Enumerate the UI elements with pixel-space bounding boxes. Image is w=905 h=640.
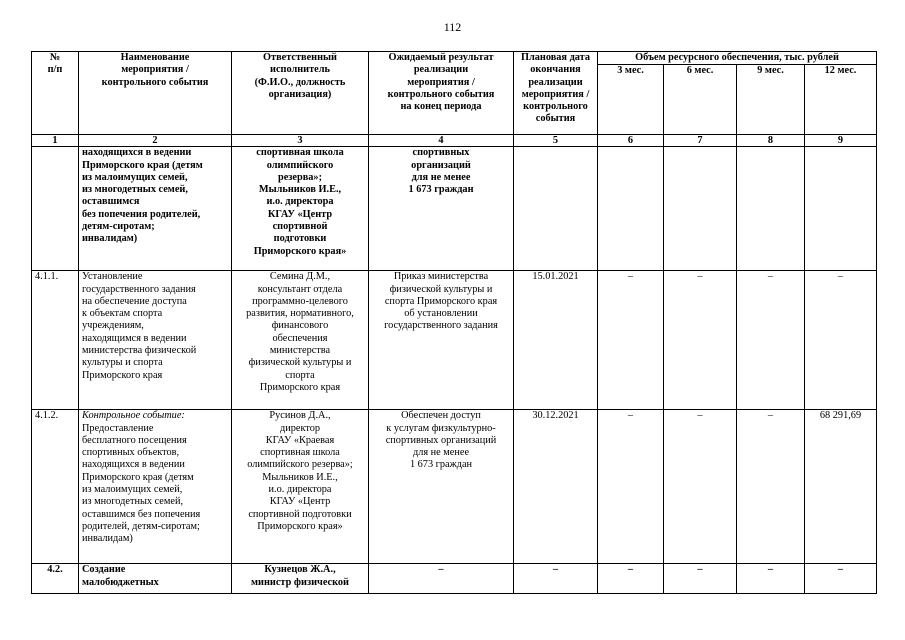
- row-result: Приказ министерства физической культуры и спорта Приморского края об установлении государственного задания: [369, 271, 514, 410]
- control-event-label: Контрольное событие:: [82, 410, 185, 422]
- row-name-cell: [79, 410, 232, 564]
- row-3-months: –: [598, 271, 664, 410]
- row-number: [32, 147, 79, 271]
- header-result: Ожидаемый результат реализации мероприятия / контрольного события на конец периода: [369, 52, 514, 135]
- row-9-months: –: [737, 410, 805, 564]
- column-number: 8: [737, 135, 805, 147]
- header-name: Наименование мероприятия / контрольного события: [79, 52, 232, 135]
- header-9-months: 9 мес.: [737, 65, 805, 135]
- row-date: 30.12.2021: [514, 410, 598, 564]
- column-number: 1: [32, 135, 79, 147]
- row-result: –: [369, 564, 514, 594]
- row-responsible: Семина Д.М., консультант отдела программно-целевого развития, нормативного, финансового обеспечения министерства физической культуры и спорта Приморского края: [232, 271, 369, 410]
- row-name: находящихся в ведении Приморского края (детям из малоимущих семей, из многодетных семей, оставшимся без попечения родителей, детям-сиротам; инвалидам): [79, 147, 232, 271]
- column-number: 7: [664, 135, 737, 147]
- row-responsible: спортивная школа олимпийского резерва»; Мыльников И.Е., и.о. директора КГАУ «Центр спортивной подготовки Приморского края»: [232, 147, 369, 271]
- row-responsible: Русинов Д.А., директор КГАУ «Краевая спортивная школа олимпийского резерва»; Мыльников И.Е., и.о. директора КГАУ «Центр спортивной подготовки Приморского края»: [232, 410, 369, 564]
- header-3-months: 3 мес.: [598, 65, 664, 135]
- row-name: Установление государственного задания на обеспечение доступа к объектам спорта учреждениям, находящимся в ведении министерства физической культуры и спорта Приморского края: [79, 271, 232, 410]
- column-number: 2: [79, 135, 232, 147]
- table-row: [32, 410, 877, 564]
- row-result: спортивных организаций для не менее 1 673 граждан: [369, 147, 514, 271]
- row-12-months: 68 291,69: [805, 410, 877, 564]
- row-result: Обеспечен доступ к услугам физкультурно- спортивных организаций для не менее 1 673 граждан: [369, 410, 514, 564]
- row-name: Предоставление бесплатного посещения спортивных объектов, находящихся в ведении Приморского края (детям из малоимущих семей, из многодетных семей, оставшимся без попечения родителей, детям-сиротам; инвалидам): [82, 422, 201, 545]
- resource-table: [31, 51, 877, 594]
- row-9-months: –: [737, 271, 805, 410]
- header-6-months: 6 мес.: [664, 65, 737, 135]
- row-9-months: [737, 147, 805, 271]
- table-row: [32, 271, 877, 410]
- row-12-months: –: [805, 564, 877, 594]
- column-number: 6: [598, 135, 664, 147]
- row-number: 4.2.: [32, 564, 79, 594]
- row-6-months: [664, 147, 737, 271]
- table-row: [32, 564, 877, 594]
- column-number: 3: [232, 135, 369, 147]
- row-3-months: –: [598, 564, 664, 594]
- column-numbers-row: [32, 135, 877, 147]
- header-num: № п/п: [32, 52, 79, 135]
- row-date: –: [514, 564, 598, 594]
- column-number: 4: [369, 135, 514, 147]
- row-3-months: [598, 147, 664, 271]
- row-responsible: Кузнецов Ж.А., министр физической: [232, 564, 369, 594]
- row-6-months: –: [664, 564, 737, 594]
- row-9-months: –: [737, 564, 805, 594]
- header-date: Плановая дата окончания реализации мероприятия / контрольного события: [514, 52, 598, 135]
- header-row: [32, 52, 877, 65]
- row-date: 15.01.2021: [514, 271, 598, 410]
- header-responsible: Ответственный исполнитель (Ф.И.О., должность организация): [232, 52, 369, 135]
- column-number: 5: [514, 135, 598, 147]
- row-12-months: –: [805, 271, 877, 410]
- row-number: 4.1.2.: [32, 410, 79, 564]
- column-number: 9: [805, 135, 877, 147]
- row-number: 4.1.1.: [32, 271, 79, 410]
- row-name: Создание малобюджетных: [79, 564, 232, 594]
- header-resources: Объем ресурсного обеспечения, тыс. рублей: [598, 52, 877, 65]
- row-6-months: –: [664, 271, 737, 410]
- row-date: [514, 147, 598, 271]
- row-12-months: [805, 147, 877, 271]
- row-6-months: –: [664, 410, 737, 564]
- row-3-months: –: [598, 410, 664, 564]
- page-number: 112: [443, 20, 462, 34]
- header-12-months: 12 мес.: [805, 65, 877, 135]
- table-row: [32, 147, 877, 271]
